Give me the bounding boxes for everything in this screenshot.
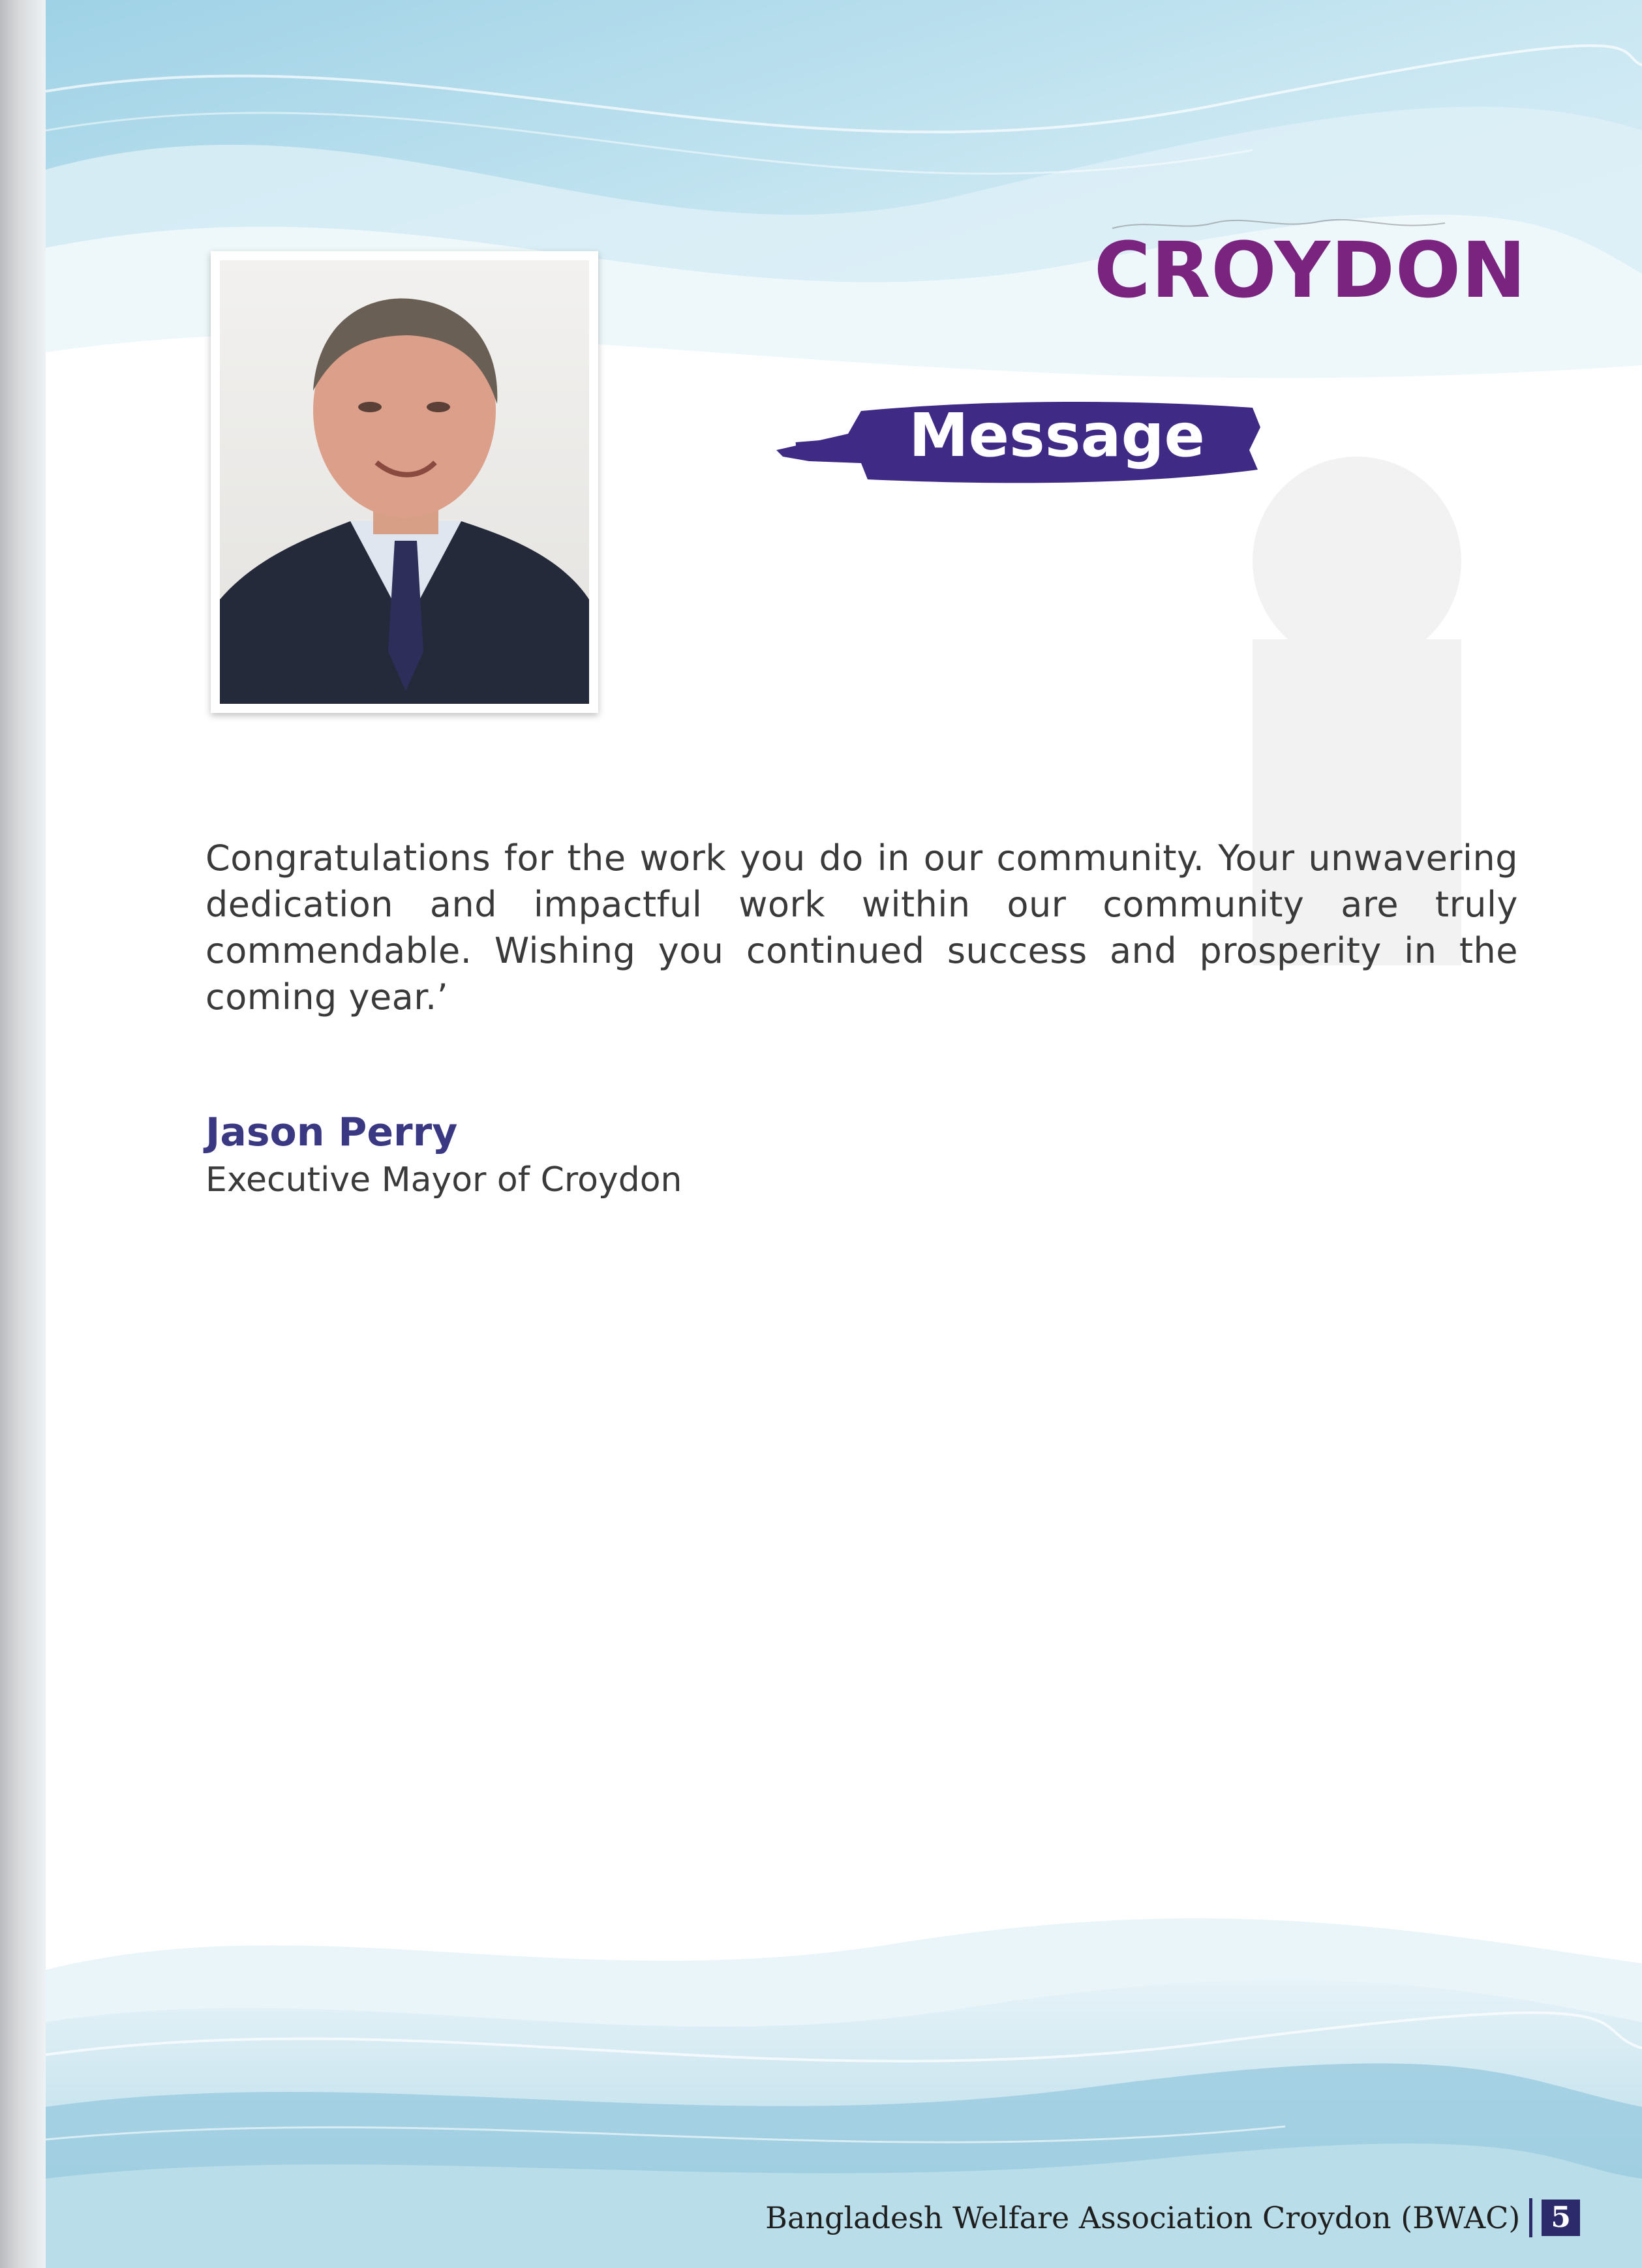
message-body: Congratulations for the work you do in our community. Your unwavering dedication and impactful work within our community are truly commendable. Wishing you continued success and prosperity in the coming year.’: [205, 838, 1518, 1018]
section-label: Message: [909, 401, 1205, 470]
brand-title: CROYDON: [1093, 225, 1527, 315]
mayor-photo: [220, 260, 589, 704]
footer-organization: Bangladesh Welfare Association Croydon (BWAC): [765, 2200, 1521, 2235]
page-number: 5: [1542, 2200, 1580, 2236]
scan-binding-edge: [0, 0, 46, 2268]
page-footer: [765, 2198, 1580, 2237]
section-banner: [770, 388, 1266, 492]
footer-divider: [1529, 2198, 1532, 2237]
signer-title: Executive Mayor of Croydon: [205, 1160, 682, 1200]
signer-name: Jason Perry: [205, 1110, 458, 1155]
mayor-photo-frame: [211, 251, 598, 713]
